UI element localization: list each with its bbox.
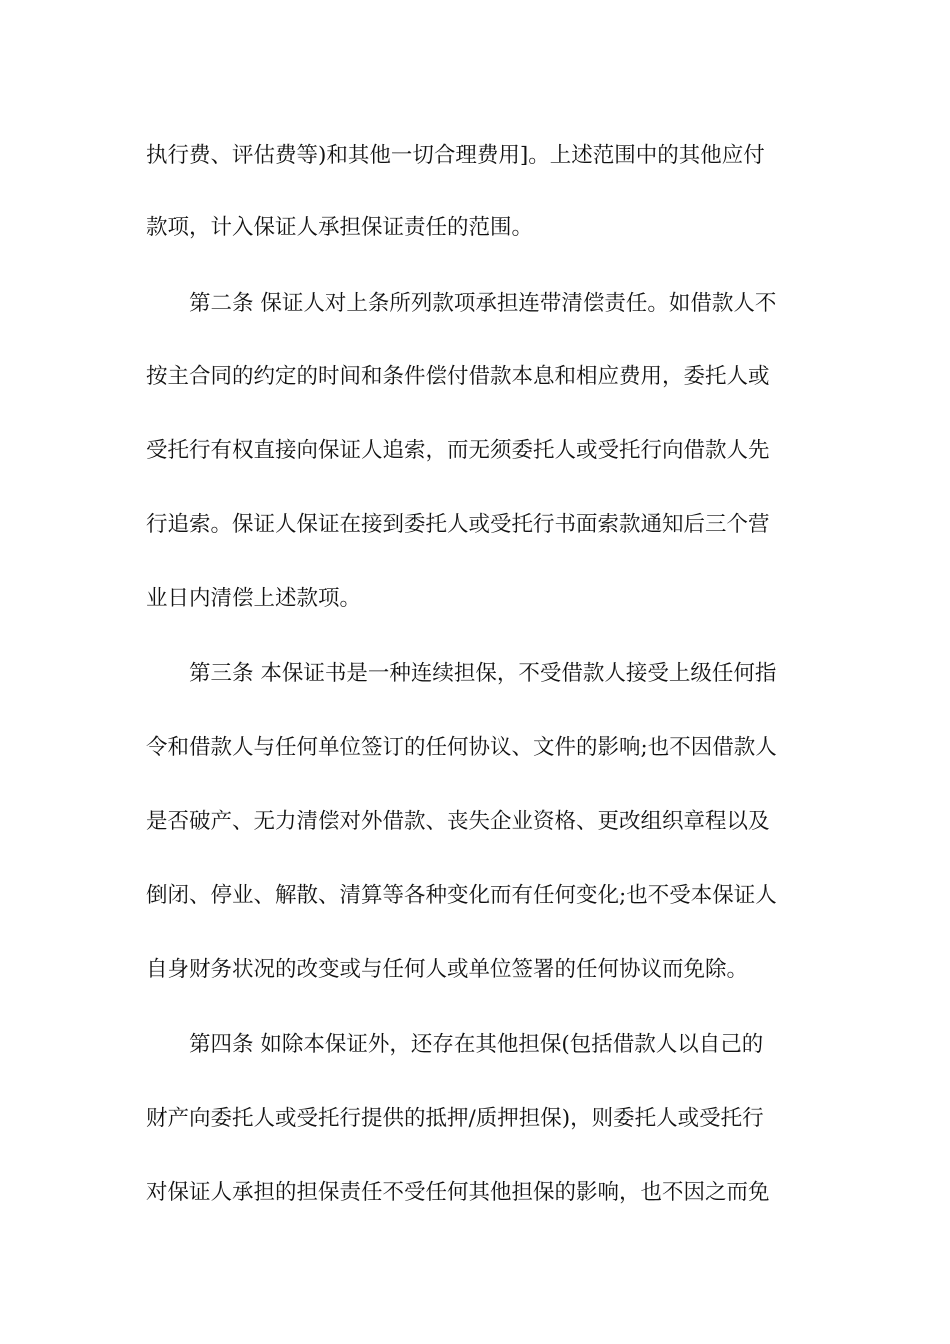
text-line: 自身财务状况的改变或与任何人或单位签署的任何协议而免除。: [146, 957, 749, 982]
paragraph-start-line: 第四条 如除本保证外，还存在其他担保(包括借款人以自己的: [189, 1032, 764, 1057]
text-line: 执行费、评估费等)和其他一切合理费用]。上述范围中的其他应付: [146, 143, 765, 168]
text-line: 受托行有权直接向保证人追索，而无须委托人或受托行向借款人先: [146, 438, 770, 463]
text-line: 业日内清偿上述款项。: [146, 586, 362, 611]
text-line: 倒闭、停业、解散、清算等各种变化而有任何变化;也不受本保证人: [146, 883, 777, 908]
text-line: 是否破产、无力清偿对外借款、丧失企业资格、更改组织章程以及: [146, 809, 770, 834]
text-line: 财产向委托人或受托行提供的抵押/质押担保)，则委托人或受托行: [146, 1106, 764, 1131]
text-line: 对保证人承担的担保责任不受任何其他担保的影响，也不因之而免: [146, 1180, 770, 1205]
paragraph-start-line: 第二条 保证人对上条所列款项承担连带清偿责任。如借款人不: [189, 291, 777, 316]
text-line: 款项，计入保证人承担保证责任的范围。: [146, 215, 534, 240]
paragraph-start-line: 第三条 本保证书是一种连续担保，不受借款人接受上级任何指: [189, 661, 777, 686]
text-line: 令和借款人与任何单位签订的任何协议、文件的影响;也不因借款人: [146, 735, 777, 760]
text-line: 按主合同的约定的时间和条件偿付借款本息和相应费用，委托人或: [146, 364, 770, 389]
text-line: 行追索。保证人保证在接到委托人或受托行书面索款通知后三个营: [146, 512, 770, 537]
